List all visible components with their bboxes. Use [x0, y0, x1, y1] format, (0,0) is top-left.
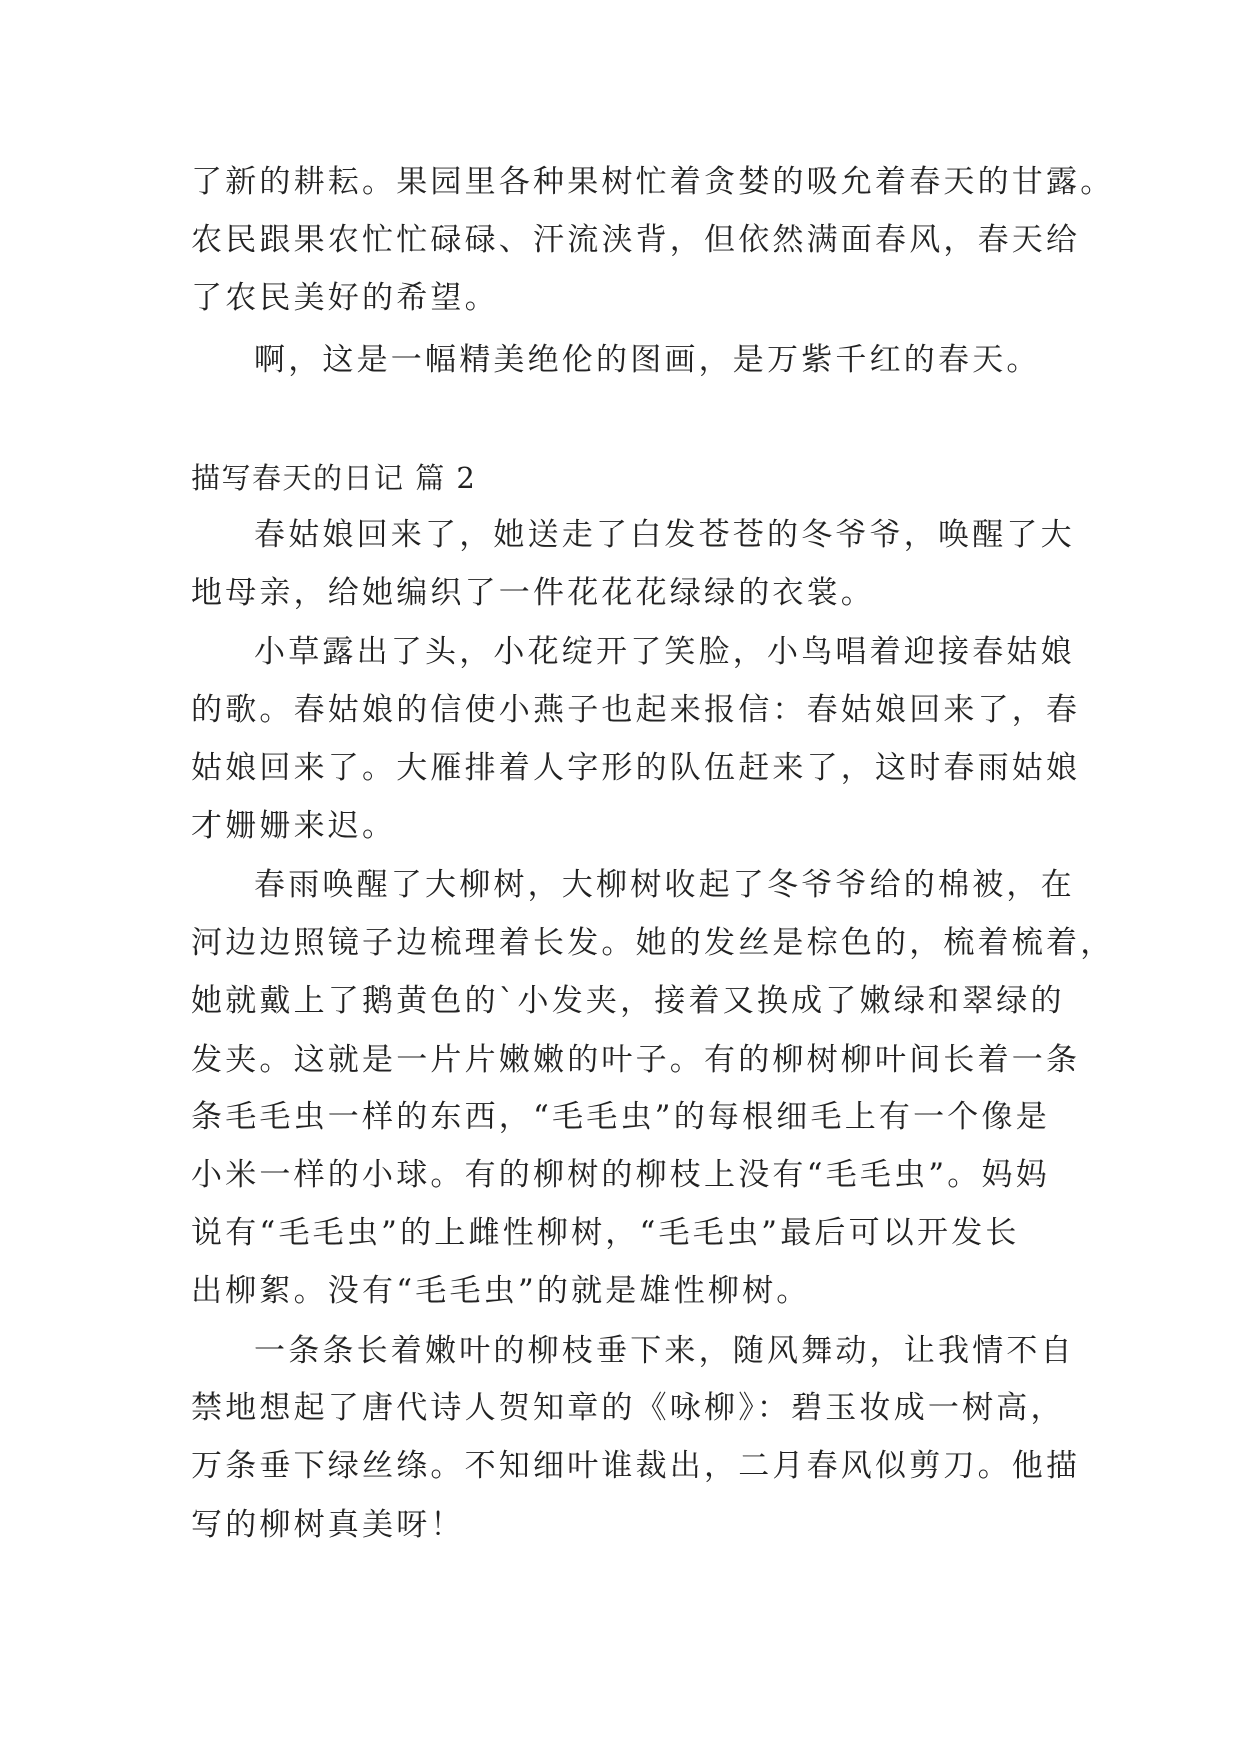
- text-line: 的歌。春姑娘的信使小燕子也起来报信：春姑娘回来了，春: [191, 692, 1081, 728]
- section-title: 描写春天的日记 篇 2: [191, 461, 477, 495]
- text-line: 发夹。这就是一片片嫩嫩的叶子。有的柳树柳叶间长着一条: [191, 1042, 1081, 1078]
- text-line: 禁地想起了唐代诗人贺知章的《咏柳》：碧玉妆成一树高，: [191, 1390, 1065, 1426]
- text-line: 姑娘回来了。大雁排着人字形的队伍赶来了，这时春雨姑娘: [191, 750, 1081, 786]
- text-line: 出柳絮。没有“毛毛虫”的就是雄性柳树。: [191, 1273, 811, 1309]
- text-line: 说有“毛毛虫”的上雌性柳树，“毛毛虫”最后可以开发长: [191, 1215, 1020, 1251]
- text-line: 河边边照镜子边梳理着长发。她的发丝是棕色的，梳着梳着，: [191, 925, 1115, 961]
- text-line: 了新的耕耘。果园里各种果树忙着贪婪的吸允着春天的甘露。: [191, 164, 1115, 200]
- text-line: 条毛毛虫一样的东西，“毛毛虫”的每根细毛上有一个像是: [191, 1099, 1050, 1135]
- text-line: 一条条长着嫩叶的柳枝垂下来，随风舞动，让我情不自: [254, 1333, 1075, 1369]
- text-line: 写的柳树真美呀！: [191, 1507, 465, 1543]
- text-line: 小草露出了头，小花绽开了笑脸，小鸟唱着迎接春姑娘: [254, 634, 1075, 670]
- text-line: 小米一样的小球。有的柳树的柳枝上没有“毛毛虫”。妈妈: [191, 1157, 1050, 1193]
- text-line: 才姗姗来迟。: [191, 808, 397, 844]
- text-line: 了农民美好的希望。: [191, 280, 499, 316]
- text-line: 她就戴上了鹅黄色的`小发夹，接着又换成了嫩绿和翠绿的: [191, 983, 1065, 1019]
- text-line: 春雨唤醒了大柳树，大柳树收起了冬爷爷给的棉被，在: [254, 867, 1075, 903]
- text-line: 地母亲，给她编织了一件花花花绿绿的衣裳。: [191, 575, 875, 611]
- text-line: 农民跟果农忙忙碌碌、汗流浃背，但依然满面春风，春天给: [191, 222, 1081, 258]
- text-line: 春姑娘回来了，她送走了白发苍苍的冬爷爷，唤醒了大: [254, 517, 1075, 553]
- text-line: 万条垂下绿丝绦。不知细叶谁裁出，二月春风似剪刀。他描: [191, 1448, 1081, 1484]
- text-line: 啊，这是一幅精美绝伦的图画，是万紫千红的春天。: [254, 342, 1041, 378]
